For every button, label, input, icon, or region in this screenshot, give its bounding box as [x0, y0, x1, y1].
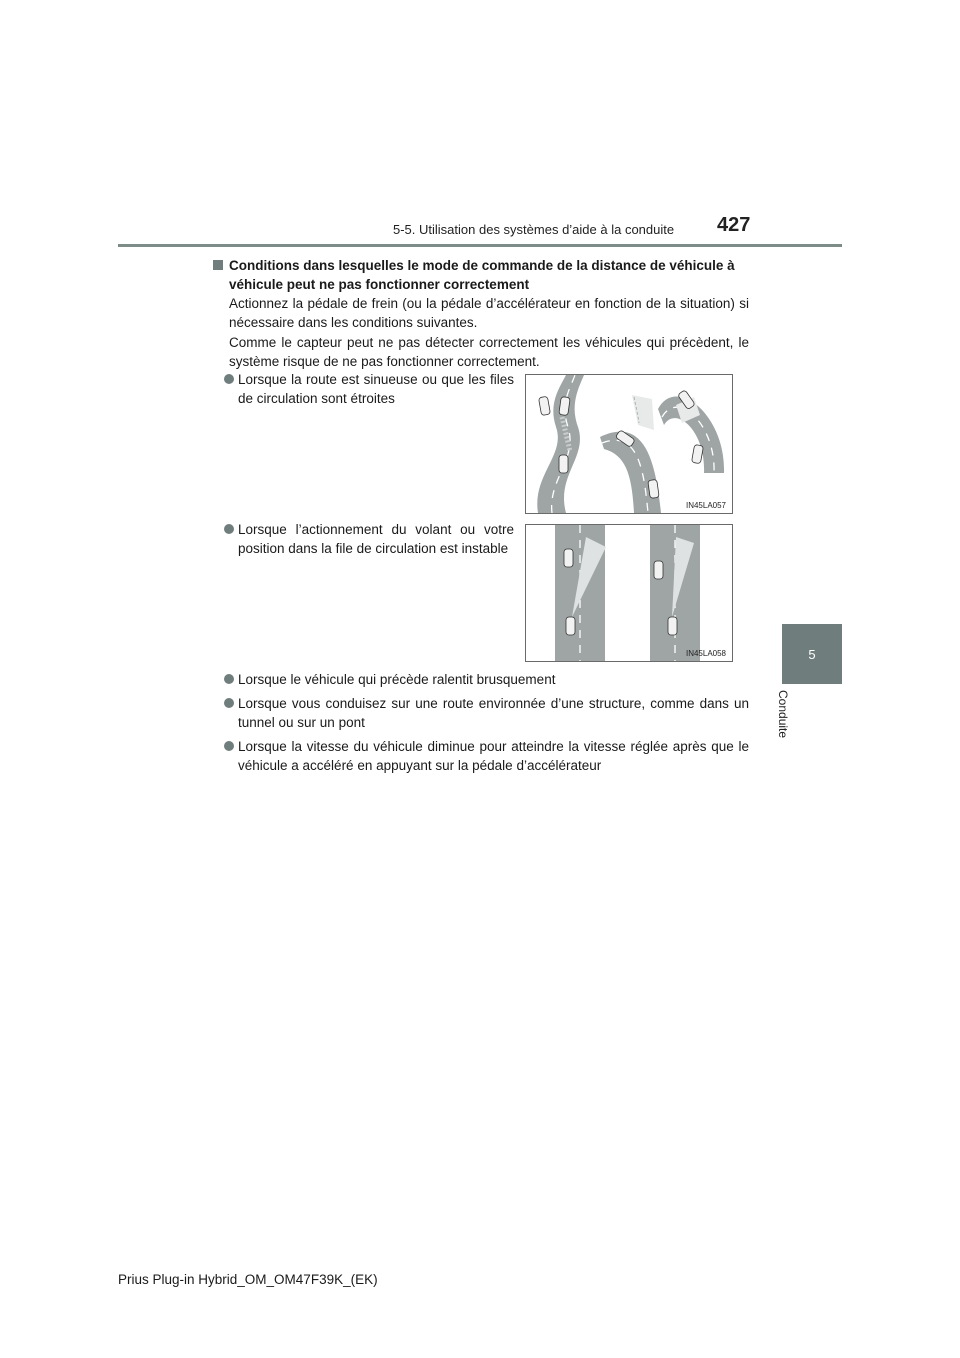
list-item: Lorsque l’actionnement du volant ou votre position dans la file de circulation est instable: [224, 520, 514, 559]
figure-code: IN45LA058: [685, 649, 726, 658]
square-bullet-icon: [213, 260, 223, 270]
list-item: Lorsque vous conduisez sur une route environnée d’une structure, comme dans un tunnel ou sur un pont: [224, 694, 749, 733]
document-id: Prius Plug-in Hybrid_OM_OM47F39K_(EK): [118, 1272, 378, 1287]
intro-paragraph: [229, 294, 749, 371]
section-heading-line1: Conditions dans lesquelles le mode de commande de la distance de véhicule à: [229, 258, 735, 273]
chapter-tab: [782, 624, 842, 684]
chapter-number: 5: [808, 646, 816, 662]
bullet-dot-icon: [224, 674, 234, 684]
intro-line-2: Comme le capteur peut ne pas détecter correctement les véhicules qui précèdent, le système risque de ne pas fonctionner correctement.: [229, 334, 749, 369]
bullet-dot-icon: [224, 741, 234, 751]
section-heading-line2: véhicule peut ne pas fonctionner correctement: [229, 277, 530, 292]
bullet-dot-icon: [224, 698, 234, 708]
header-divider: [118, 244, 842, 247]
bullet-dot-icon: [224, 374, 234, 384]
figure-unstable-position: [525, 524, 733, 662]
figure-code: IN45LA057: [685, 501, 726, 510]
bullet-dot-icon: [224, 524, 234, 534]
running-header: 5-5. Utilisation des systèmes d’aide à la conduite: [393, 222, 675, 237]
curvy-roads-illustration: [526, 375, 732, 513]
intro-line-1: Actionnez la pédale de frein (ou la pédale d’accélérateur en fonction de la situation) si nécessaire dans les conditions suivantes.: [229, 296, 749, 331]
chapter-label-container: [776, 690, 804, 760]
chapter-label: Conduite: [776, 690, 790, 739]
page-number: 427: [717, 214, 751, 236]
lane-position-illustration: [526, 525, 732, 661]
figure-curvy-roads: [525, 374, 733, 514]
list-item: Lorsque la vitesse du véhicule diminue pour atteindre la vitesse réglée après que le véhicule a accéléré en appuyant sur la pédale d’accélérateur: [224, 737, 749, 776]
list-item: Lorsque le véhicule qui précède ralentit brusquement: [224, 670, 749, 689]
section-heading: [213, 256, 749, 294]
list-item: Lorsque la route est sinueuse ou que les files de circulation sont étroites: [224, 370, 514, 409]
